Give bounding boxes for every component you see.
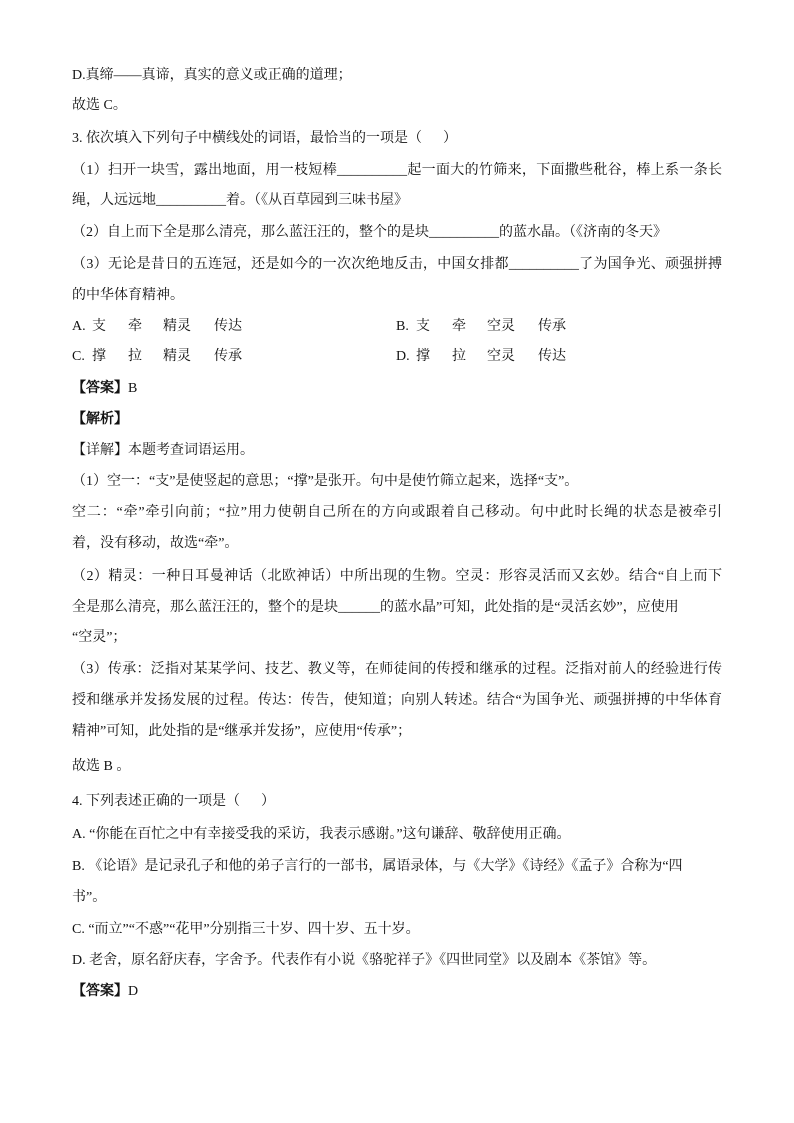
- q3-answer: [72, 379, 137, 399]
- option-word: 撑: [92, 349, 106, 364]
- q3-explanation-line: （2）精灵：一种日耳曼神话（北欧神话）中所出现的生物。空灵：形容灵活而又玄妙。结合“自上而下: [72, 569, 722, 584]
- fill-blank: __________: [429, 225, 499, 240]
- sentence-text: 的蓝水晶。（《济南的冬天》: [499, 225, 667, 240]
- answer-label: 【答案】: [72, 984, 128, 999]
- q3-explanation-line: “空灵”；: [72, 630, 127, 645]
- option-word: 传承: [214, 349, 242, 364]
- q3-explanation-line: （1）空一：“支”是使竖起的意思；“撑”是张开。句中是使竹筛立起来，选择“支”。: [72, 474, 579, 489]
- option-word: 空灵: [487, 349, 515, 364]
- detail-intro: 本题考查词语运用。: [128, 443, 254, 458]
- fill-blank: __________: [508, 257, 579, 272]
- fill-blank: __________: [337, 163, 408, 178]
- option-letter: C.: [72, 349, 85, 364]
- q3-analysis-label: 【解析】: [72, 412, 128, 427]
- sentence-text: 了为国争光、顽强拼搏: [578, 257, 722, 272]
- option-letter: A.: [72, 319, 86, 334]
- option-letter: D.: [396, 349, 410, 364]
- sentence-text: （1）扫开一块雪，露出地面，用一枝短棒: [72, 163, 338, 178]
- option-word: 空灵: [487, 319, 515, 334]
- option-word: 精灵: [163, 349, 191, 364]
- option-word: 牵: [128, 319, 142, 334]
- q4-stem: 4. 下列表述正确的一项是（ ）: [72, 794, 275, 809]
- q3-explanation-line: 授和继承并发扬发展的过程。传达：传告，使知道；向别人转述。结合“为国争光、顽强拼搏的中华体育: [72, 693, 722, 708]
- q3-explanation-line: 精神”可知，此处指的是“继承并发扬”，应使用“传承”；: [72, 724, 412, 739]
- q3-option-b: [396, 317, 696, 337]
- detail-label: 【详解】: [72, 443, 128, 458]
- sentence-text: （3）无论是昔日的五连冠，还是如今的一次次绝地反击，中国女排都: [72, 257, 509, 272]
- option-word: 牵: [452, 319, 466, 334]
- q4-option-b-line-1: B. 《论语》是记录孔子和他的弟子言行的一部书，属语录体，与《大学》《诗经》《孟子》合称为“四: [72, 859, 683, 874]
- q3-option-a: [72, 317, 372, 337]
- sentence-text: 起一面大的竹筛来，下面撒些秕谷，棒上系一条长: [407, 163, 723, 178]
- q3-sentence-3-line-1: [72, 255, 722, 275]
- q4-option-b-line-2: 书”。: [72, 890, 107, 905]
- q3-sentence-1-line-1: [72, 161, 722, 181]
- q3-option-c: [72, 347, 372, 367]
- answer-value: B: [128, 381, 138, 396]
- answer-label: 【答案】: [72, 381, 128, 396]
- q3-explanation-line: 着，没有移动，故选“牵”。: [72, 536, 239, 551]
- q2-option-d-note: D.真缔——真谛，真实的意义或正确的道理；: [72, 68, 352, 83]
- q4-answer: [72, 982, 138, 1002]
- q3-explanation-line: [72, 598, 679, 618]
- option-word: 精灵: [163, 319, 191, 334]
- q4-option-c: C. “而立”“不惑”“花甲”分别指三十岁、四十岁、五十岁。: [72, 922, 420, 937]
- option-word: 支: [416, 319, 430, 334]
- q3-conclusion: 故选 B 。: [72, 759, 131, 774]
- q2-conclusion: 故选 C。: [72, 98, 127, 113]
- option-word: 拉: [128, 349, 142, 364]
- sentence-text: 着。（《从百草园到三味书屋》: [226, 193, 408, 208]
- q3-explanation-line: 空二：“牵”牵引向前；“拉”用力使朝自己所在的方向或跟着自己移动。句中此时长绳的状态是被牵引: [72, 505, 722, 520]
- fill-blank: __________: [156, 193, 226, 208]
- q3-sentence-2: [72, 223, 667, 243]
- option-word: 支: [92, 319, 106, 334]
- q4-option-a: A. “你能在百忙之中有幸接受我的采访，我表示感谢。”这句谦辞、敬辞使用正确。: [72, 827, 571, 842]
- fill-blank: ______: [338, 600, 380, 615]
- explanation-text: 的蓝水晶”可知，此处指的是“灵活玄妙”，应使用: [380, 600, 679, 615]
- q3-stem: 3. 依次填入下列句子中横线处的词语，最恰当的一项是（ ）: [72, 131, 457, 146]
- option-word: 撑: [416, 349, 430, 364]
- explanation-text: 全是那么清亮，那么蓝汪汪的，整个的是块: [72, 600, 338, 615]
- option-letter: B.: [396, 319, 409, 334]
- sentence-text: 绳，人远远地: [72, 193, 156, 208]
- q3-explanation-line: （3）传承：泛指对某某学问、技艺、教义等，在师徒间的传授和继承的过程。泛指对前人的经验进行传: [72, 662, 722, 677]
- q3-sentence-1-line-2: [72, 191, 408, 211]
- q3-detail: [72, 441, 254, 461]
- option-word: 拉: [452, 349, 466, 364]
- q3-option-d: [396, 347, 696, 367]
- q3-sentence-3-line-2: 的中华体育精神。: [72, 288, 184, 303]
- q4-option-d: D. 老舍，原名舒庆春，字舍予。代表作有小说《骆驼祥子》《四世同堂》以及剧本《茶馆》等。: [72, 953, 657, 968]
- option-word: 传达: [538, 349, 566, 364]
- answer-value: D: [128, 984, 139, 999]
- sentence-text: （2）自上而下全是那么清亮，那么蓝汪汪的，整个的是块: [72, 225, 429, 240]
- option-word: 传承: [538, 319, 566, 334]
- option-word: 传达: [214, 319, 242, 334]
